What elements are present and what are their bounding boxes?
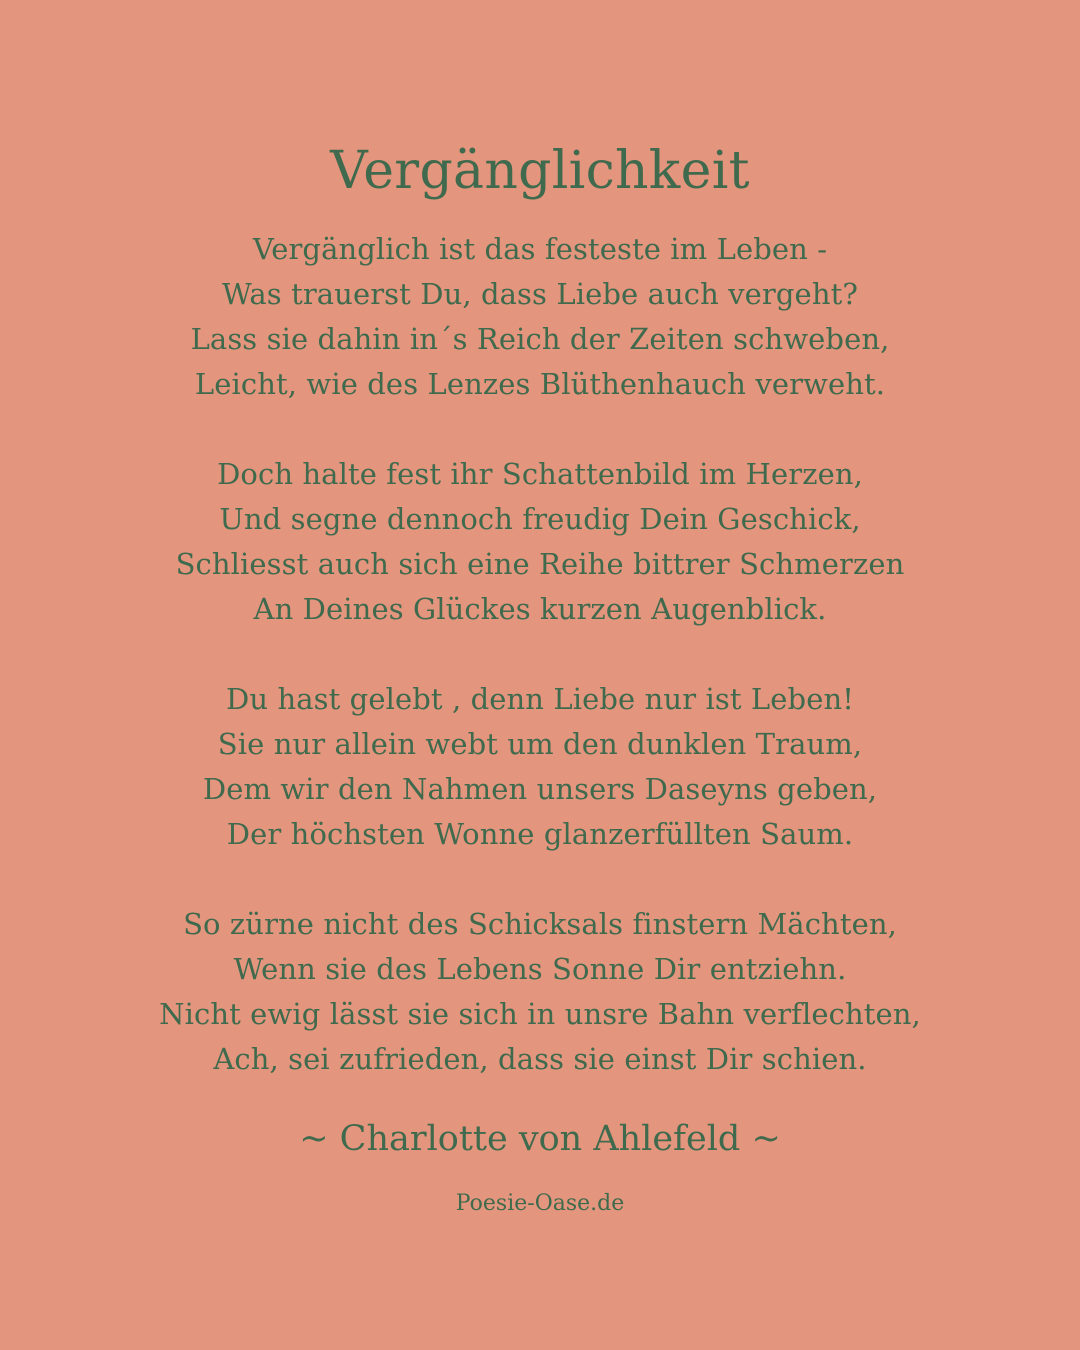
- poem-line: Sie nur allein webt um den dunklen Traum,: [217, 727, 863, 761]
- poem-line: Was trauerst Du, dass Liebe auch vergeht?: [222, 277, 858, 311]
- poem-line: So zürne nicht des Schicksals finstern Mächten,: [183, 907, 897, 941]
- poem-line: Doch halte fest ihr Schattenbild im Herzen,: [217, 457, 863, 491]
- poem-line: Der höchsten Wonne glanzerfüllten Saum.: [226, 817, 854, 851]
- poem-line: Ach, sei zufrieden, dass sie einst Dir schien.: [213, 1042, 867, 1076]
- poem-line: Und segne dennoch freudig Dein Geschick,: [219, 502, 861, 536]
- stanza-3: [40, 677, 1040, 857]
- stanza-1: [40, 227, 1040, 407]
- poem-line: Dem wir den Nahmen unsers Daseyns geben,: [202, 772, 878, 806]
- poem-line: An Deines Glückes kurzen Augenblick.: [253, 592, 827, 626]
- poem-line: Schliesst auch sich eine Reihe bittrer Schmerzen: [175, 547, 905, 581]
- poem-line: Lass sie dahin in´s Reich der Zeiten schweben,: [190, 322, 890, 356]
- poem-line: Wenn sie des Lebens Sonne Dir entziehn.: [233, 952, 847, 986]
- poem-line: Leicht, wie des Lenzes Blüthenhauch verweht.: [194, 367, 886, 401]
- poem-line: Du hast gelebt , denn Liebe nur ist Leben!: [226, 682, 854, 716]
- poem-title: Vergänglichkeit: [330, 141, 750, 201]
- poem-body: [40, 227, 1040, 1127]
- poem-author: ~ Charlotte von Ahlefeld ~: [299, 1119, 781, 1159]
- poem-line: Nicht ewig lässt sie sich in unsre Bahn verflechten,: [159, 997, 921, 1031]
- poem-line: Vergänglich ist das festeste im Leben -: [252, 232, 828, 266]
- website-credit: Poesie-Oase.de: [455, 1191, 625, 1216]
- stanza-2: [40, 452, 1040, 632]
- stanza-4: [40, 902, 1040, 1082]
